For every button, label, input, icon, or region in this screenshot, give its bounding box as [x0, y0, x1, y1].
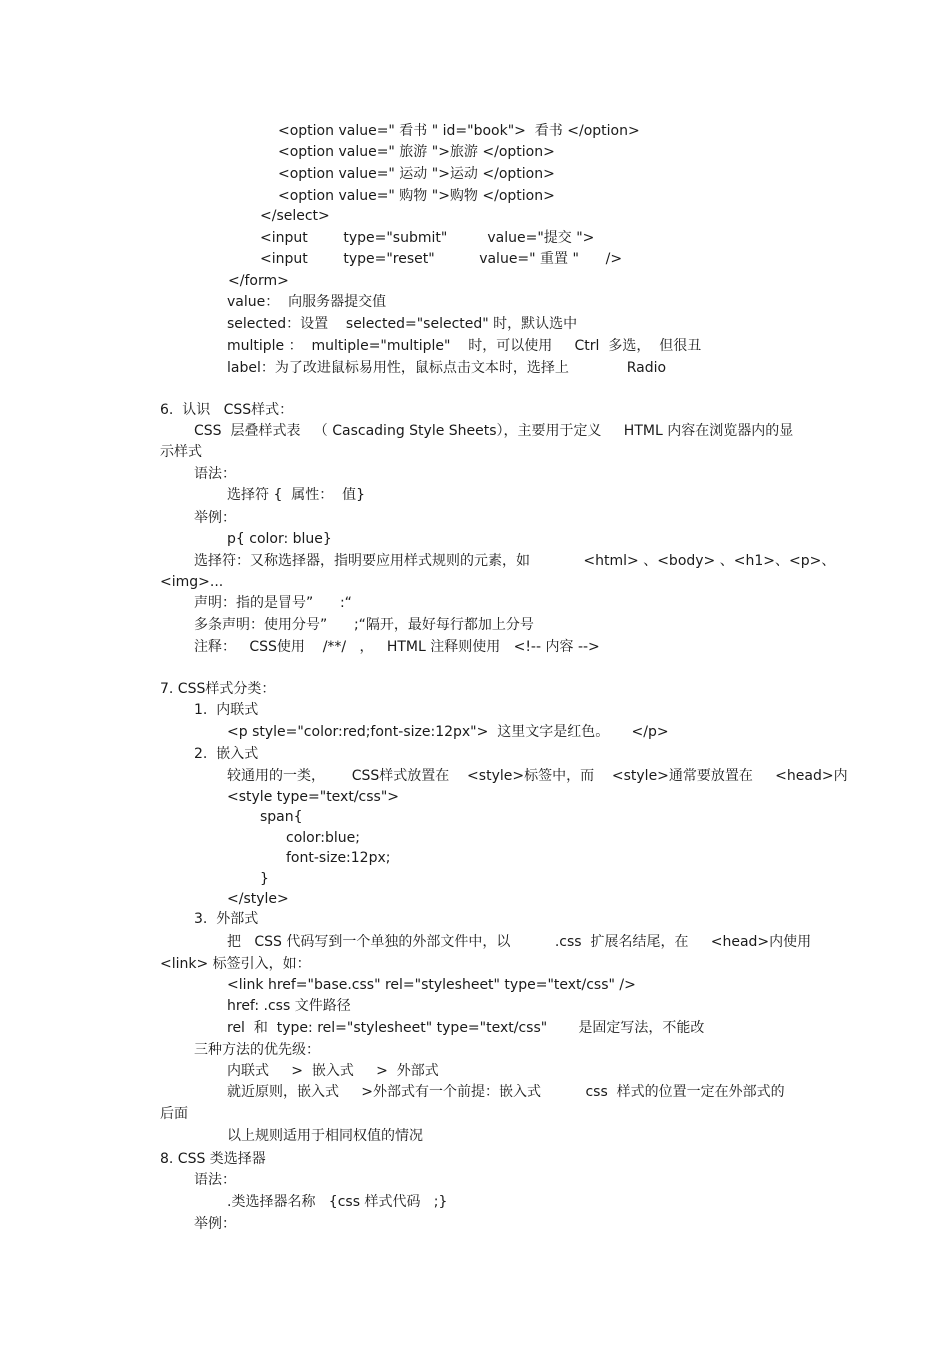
text-line: 后面: [160, 1106, 188, 1122]
text-line: <p style="color:red;font-size:12px"> 这里文字是红色。 </p>: [227, 724, 669, 740]
text-line: 三种方法的优先级：: [194, 1042, 320, 1058]
text-line: font-size:12px;: [286, 850, 391, 866]
text-line: selected：设置 selected="selected" 时，默认选中: [227, 316, 578, 332]
text-line: 选择符：又称选择器，指明要应用样式规则的元素，如 <html> 、<body> 、<h1>、<p>、: [194, 553, 836, 569]
text-line: .类选择器名称 {css 样式代码 ;}: [227, 1194, 448, 1210]
text-line: 就近原则，嵌入式 >外部式有一个前提：嵌入式 css 样式的位置一定在外部式的: [227, 1084, 785, 1100]
text-line: href: .css 文件路径: [227, 998, 351, 1014]
text-line: 1. 内联式: [194, 702, 259, 718]
text-line: rel 和 type: rel="stylesheet" type="text/css" 是固定写法，不能改: [227, 1020, 705, 1036]
text-line: 把 CSS 代码写到一个单独的外部文件中，以 .css 扩展名结尾，在 <head>内使用: [227, 934, 812, 950]
text-line: <link href="base.css" rel="stylesheet" type="text/css" />: [227, 977, 636, 993]
text-line: 示样式: [160, 444, 202, 460]
text-line: </select>: [260, 208, 330, 224]
text-line: span{: [260, 809, 303, 825]
text-line: label：为了改进鼠标易用性，鼠标点击文本时，选择上 Radio: [227, 360, 667, 376]
text-line: value： 向服务器提交值: [227, 294, 387, 310]
text-line: 内联式 > 嵌入式 > 外部式: [227, 1063, 439, 1079]
text-line: 多条声明：使用分号” ;“隔开，最好每行都加上分号: [194, 617, 534, 633]
text-line: <style type="text/css">: [227, 789, 399, 805]
text-line: 2. 嵌入式: [194, 746, 259, 762]
text-line: <link> 标签引入，如：: [160, 956, 311, 972]
section-heading: 7. CSS样式分类：: [160, 681, 276, 697]
text-line: 3. 外部式: [194, 911, 259, 927]
text-line: 以上规则适用于相同权值的情况: [227, 1128, 423, 1144]
text-line: 举例：: [194, 1216, 236, 1232]
text-line: 语法：: [194, 1172, 236, 1188]
section-heading: 8. CSS 类选择器: [160, 1151, 266, 1167]
text-line: </style>: [227, 891, 289, 907]
text-line: </form>: [228, 273, 289, 289]
section-heading: 6. 认识 CSS样式：: [160, 402, 294, 418]
text-line: 注释： CSS使用 /**/ ， HTML 注释则使用 <!-- 内容 -->: [194, 639, 600, 655]
text-line: 选择符 { 属性： 值}: [227, 487, 366, 503]
text-line: <input type="reset" value=" 重置 " />: [260, 251, 623, 267]
text-line: <img>...: [160, 574, 224, 590]
text-line: CSS 层叠样式表 （ Cascading Style Sheets），主要用于定义 HTML 内容在浏览器内的显: [194, 423, 794, 439]
text-line: p{ color: blue}: [227, 531, 332, 547]
text-line: 较通用的一类， CSS样式放置在 <style>标签中，而 <style>通常要放置在 <head>内: [227, 768, 848, 784]
text-line: <option value=" 旅游 ">旅游 </option>: [278, 144, 555, 160]
text-line: 声明：指的是冒号” :“: [194, 595, 352, 611]
text-line: <option value=" 购物 ">购物 </option>: [278, 188, 555, 204]
text-line: multiple ： multiple="multiple" 时，可以使用 Ctrl 多选， 但很丑: [227, 338, 702, 354]
text-line: 举例：: [194, 510, 236, 526]
text-line: <input type="submit" value="提交 ">: [260, 230, 595, 246]
text-line: color:blue;: [286, 830, 360, 846]
text-line: 语法：: [194, 466, 236, 482]
text-line: }: [260, 871, 269, 887]
text-line: <option value=" 运动 ">运动 </option>: [278, 166, 555, 182]
text-line: <option value=" 看书 " id="book"> 看书 </option>: [278, 123, 640, 139]
